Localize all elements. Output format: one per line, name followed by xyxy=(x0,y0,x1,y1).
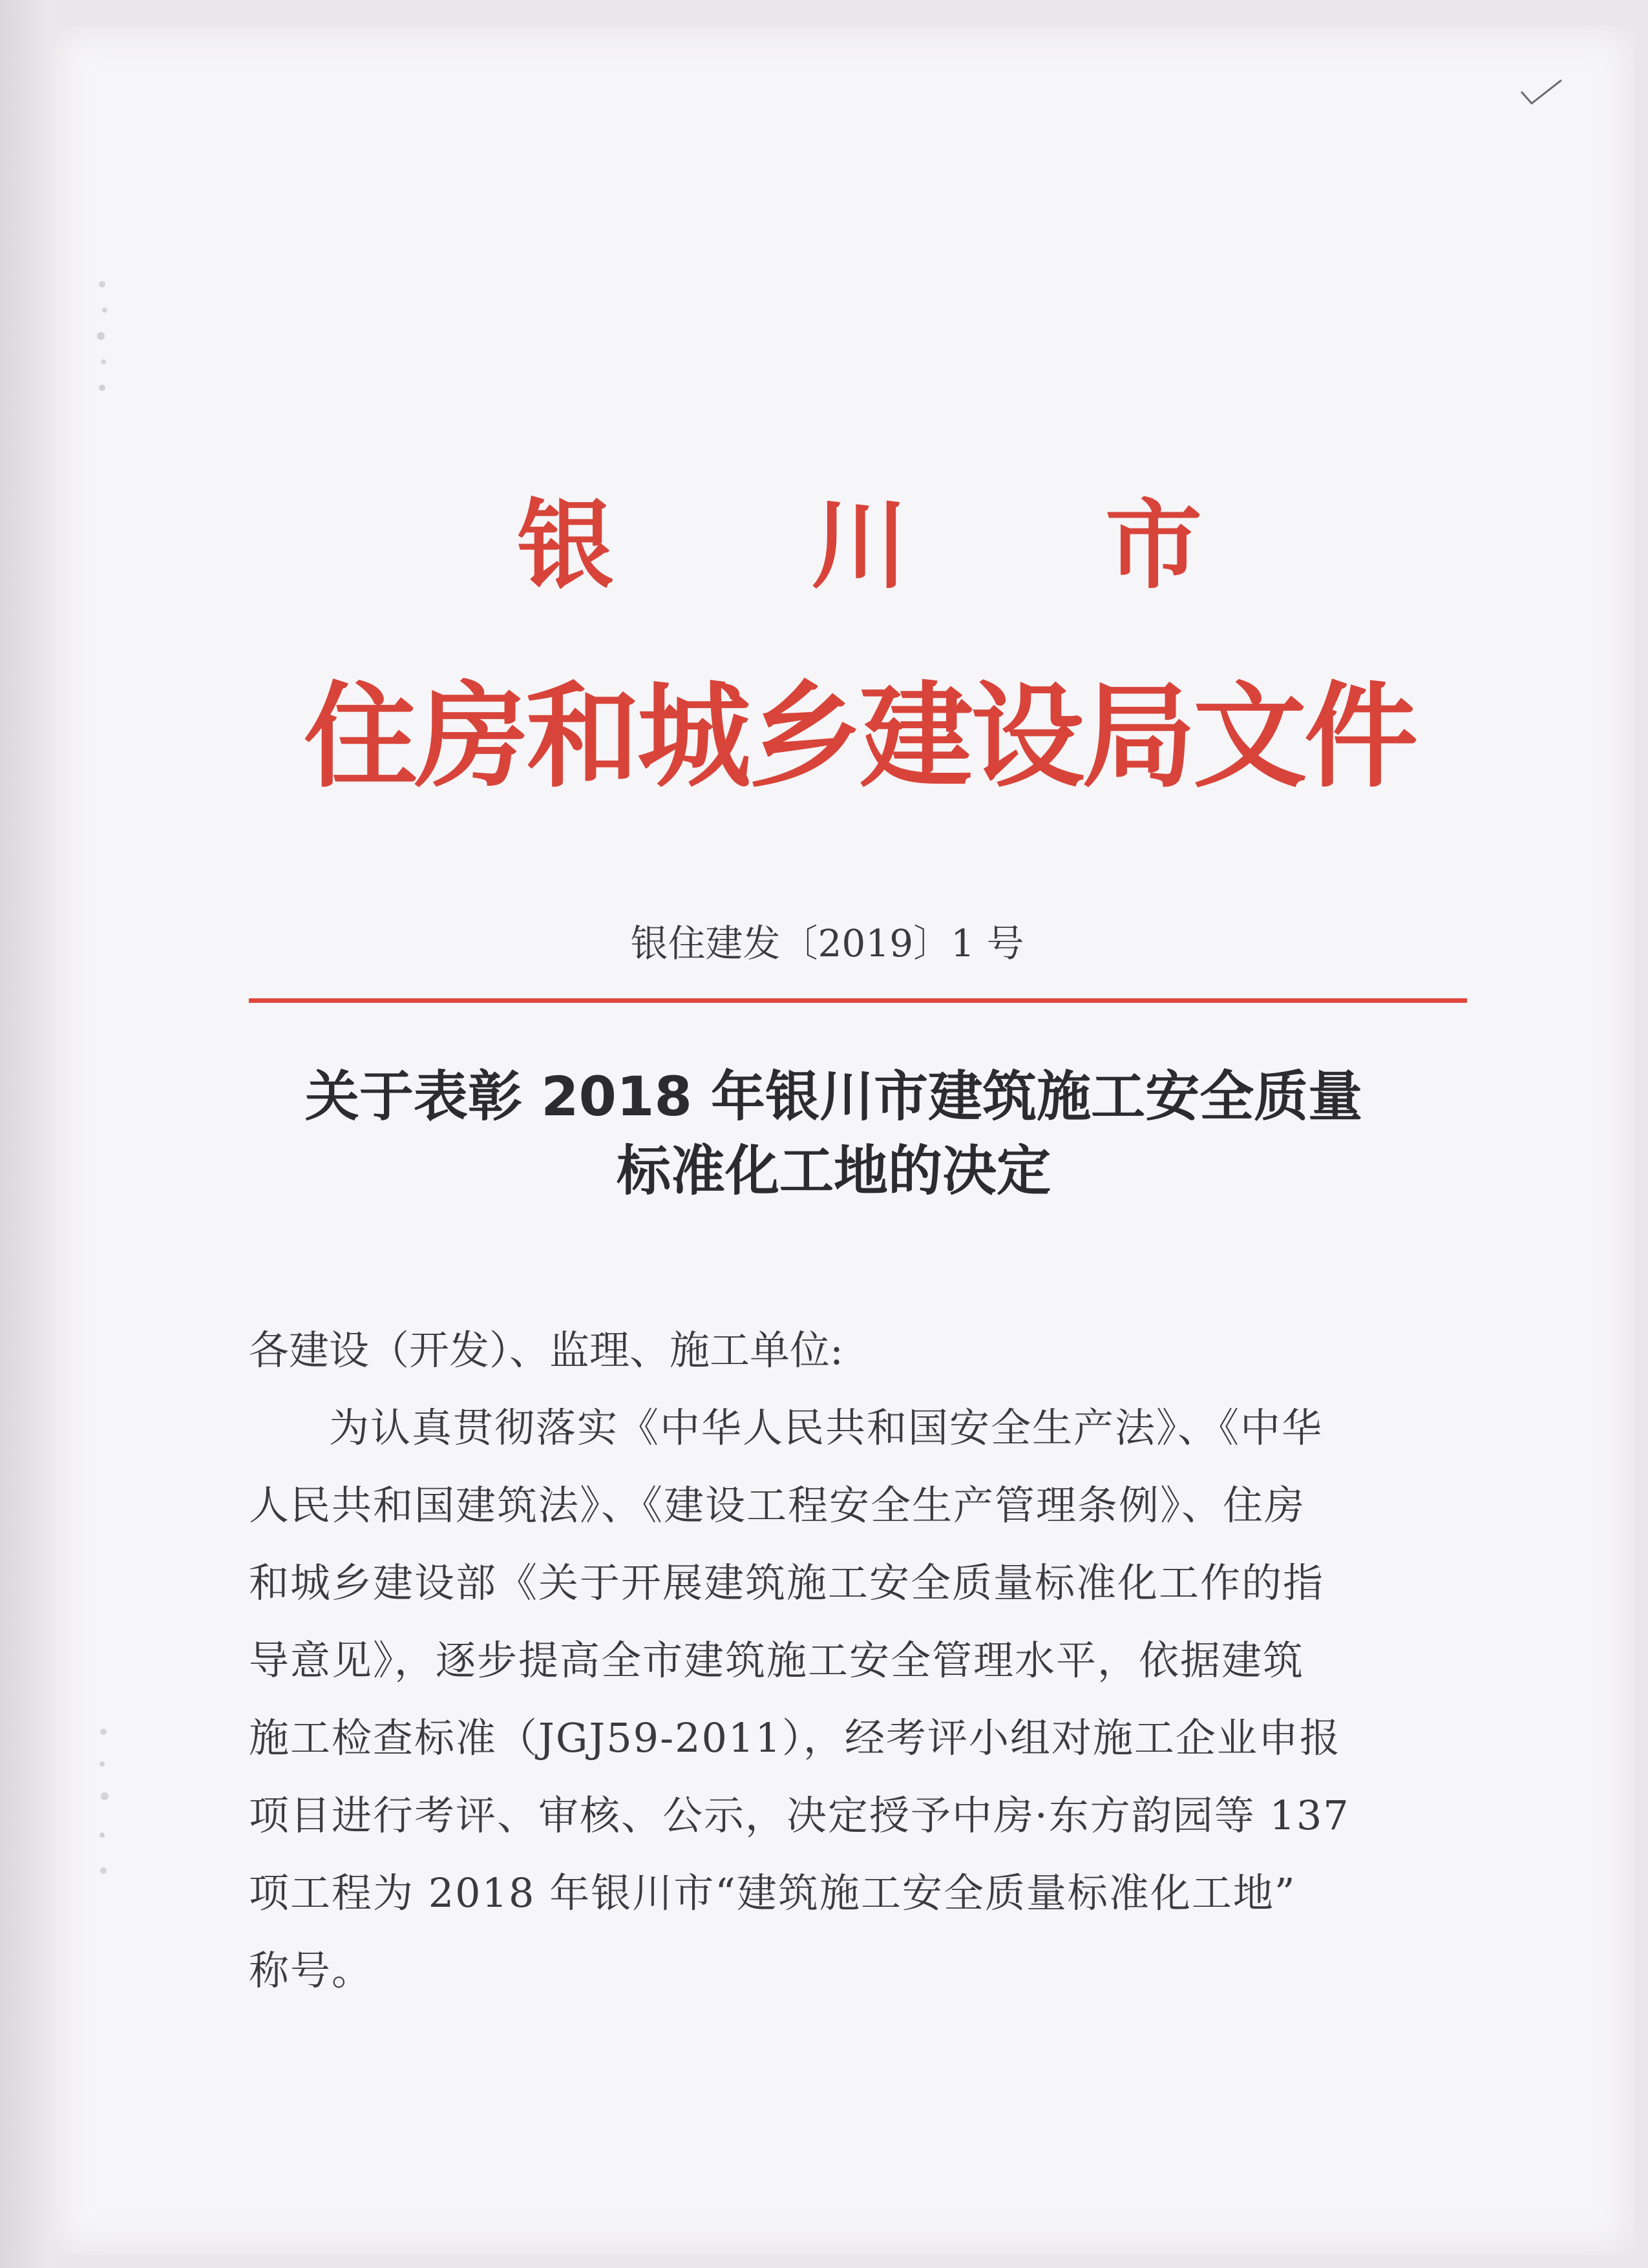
salutation: 各建设（开发）、监理、施工单位: xyxy=(249,1327,843,1374)
title-line: 关于表彰 2018 年银川市建筑施工安全质量 xyxy=(304,1065,1363,1128)
title-line: 标准化工地的决定 xyxy=(616,1139,1051,1202)
issuing-org-city xyxy=(517,491,1202,601)
org-city-char: 市 xyxy=(1104,490,1202,602)
paragraph-line: 人民共和国建筑法》、《建设工程安全生产管理条例》、住房 xyxy=(249,1482,1306,1529)
paragraph-line: 导意见》，逐步提高全市建筑施工安全管理水平，依据建筑 xyxy=(249,1637,1305,1684)
paragraph-line: 和城乡建设部《关于开展建筑施工安全质量标准化工作的指 xyxy=(249,1559,1325,1606)
issuing-org-bureau: 住房和城乡建设局文件 xyxy=(303,669,1415,803)
scan-edge xyxy=(0,0,52,2268)
document-title xyxy=(233,1060,1435,1208)
check-mark-icon xyxy=(1519,78,1564,110)
header-divider xyxy=(249,998,1467,1003)
binding-marks-top xyxy=(90,271,116,401)
paragraph-line: 项工程为 2018 年银川市“建筑施工安全质量标准化工地” xyxy=(249,1869,1296,1916)
document-number: 银住建发〔2019〕1 号 xyxy=(630,921,1024,965)
binding-marks-bottom xyxy=(90,1719,116,1887)
org-city-char: 银 xyxy=(517,490,615,602)
paragraph-line: 称号。 xyxy=(249,1947,374,1994)
paragraph-line: 项目进行考评、审核、公示，决定授予中房·东方韵园等 137 xyxy=(249,1792,1350,1839)
document-body xyxy=(249,1312,1367,2010)
org-city-char: 川 xyxy=(810,490,908,602)
paragraph-line: 施工检查标准（JGJ59-2011），经考评小组对施工企业申报 xyxy=(249,1714,1341,1761)
paragraph-line: 为认真贯彻落实《中华人民共和国安全生产法》、《中华 xyxy=(329,1404,1324,1451)
